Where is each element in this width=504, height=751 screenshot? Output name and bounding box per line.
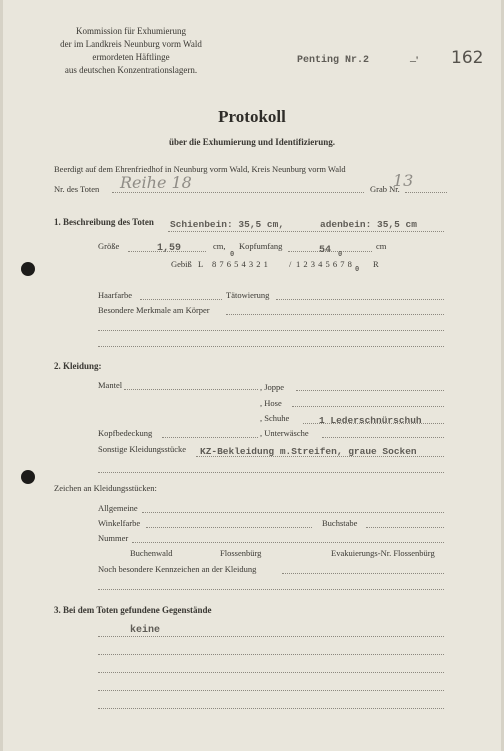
zeichen-heading: Zeichen an Kleidungsstücken:	[54, 483, 157, 493]
schuhe-value: 1 Lederschnürschuh	[319, 415, 422, 426]
burial-intro: Beerdigt auf dem Ehrenfriedhof in Neunburg vorm Wald, Kreis Neunburg vorm Wald	[54, 164, 346, 174]
gebiss-left-teeth: 8 7 6 5 4 3 2 1	[212, 259, 269, 269]
gebiss-mark-upper-left: 0	[230, 251, 235, 259]
commission-line-3: ermordeten Häftlinge	[92, 52, 170, 62]
gebiss-separator: /	[289, 259, 292, 269]
nummer-label: Nummer	[98, 533, 129, 543]
commission-line-2: der im Landkreis Neunburg vorm Wald	[60, 39, 202, 49]
gebiss-label: Gebiß	[171, 259, 192, 269]
groesse-value: 1,59	[157, 243, 182, 254]
page-number: 162	[451, 48, 484, 68]
header-dash: –'	[410, 53, 419, 67]
joppe-label: , Joppe	[260, 382, 285, 392]
gebiss-l: L	[198, 259, 204, 269]
evakuierung-label: Evakuierungs-Nr. Flossenbürg	[331, 548, 435, 558]
gebiss-right-teeth: 1 2 3 4 5 6 7 8	[296, 259, 353, 269]
commission-block	[0, 25, 262, 77]
sonstige-label: Sonstige Kleidungsstücke	[98, 444, 187, 454]
typed-note-wadenbein: adenbein: 35,5 cm	[320, 219, 417, 230]
commission-line-1: Kommission für Exhumierung	[76, 26, 186, 36]
gebiss-r: R	[373, 259, 379, 269]
mantel-label: Mantel	[98, 380, 123, 390]
typed-note-schienbein: Schienbein: 35,5 cm,	[170, 219, 285, 230]
kopfumfang-label: Kopfumfang	[239, 241, 283, 251]
unterwaesche-label: , Unterwäsche	[260, 428, 309, 438]
stamp-text: Penting Nr.2	[297, 55, 370, 66]
kopfbedeckung-label: Kopfbedeckung	[98, 428, 153, 438]
nr-des-toten-value: Reihe 18	[120, 173, 192, 192]
taetowierung-label: Tätowierung	[226, 290, 270, 300]
kopfumfang-value: 54	[319, 245, 332, 256]
grab-nr-label: Grab Nr.	[370, 184, 400, 194]
grab-nr-value: 13	[393, 171, 414, 190]
buchstabe-label: Buchstabe	[322, 518, 358, 528]
hose-label: , Hose	[260, 398, 282, 408]
groesse-unit: cm,	[213, 241, 226, 251]
punch-hole-upper	[21, 262, 35, 276]
buchenwald-label: Buchenwald	[130, 548, 173, 558]
allgemeine-label: Allgemeine	[98, 503, 138, 513]
page-subtitle: über die Exhumierung und Identifizierung.	[168, 137, 336, 147]
noch-kennzeichen-label: Noch besondere Kennzeichen an der Kleidung	[98, 564, 257, 574]
section3-heading: 3. Bei dem Toten gefundene Gegenstände	[54, 605, 212, 615]
punch-hole-lower	[21, 470, 35, 484]
section2-heading: 2. Kleidung:	[54, 361, 102, 371]
schuhe-label: , Schuhe	[260, 413, 290, 423]
sonstige-value: KZ-Bekleidung m.Streifen, graue Socken	[200, 446, 417, 457]
winkelfarbe-label: Winkelfarbe	[98, 518, 141, 528]
merkmale-label: Besondere Merkmale am Körper	[98, 305, 210, 315]
commission-line-4: aus deutschen Konzentrationslagern.	[64, 65, 198, 75]
gebiss-mark-upper-right: 0	[338, 251, 343, 259]
haarfarbe-label: Haarfarbe	[98, 290, 132, 300]
nr-des-toten-label: Nr. des Toten	[54, 184, 100, 194]
section1-heading: 1. Beschreibung des Toten	[54, 217, 154, 227]
kopfumfang-unit: cm	[376, 241, 387, 251]
gegenstaende-value: keine	[130, 625, 161, 636]
page-title: Protokoll	[218, 107, 286, 126]
flossenbuerg-label: Flossenbürg	[220, 548, 262, 558]
groesse-label: Größe	[98, 241, 120, 251]
gebiss-mark-lower-right: 0	[355, 266, 360, 274]
